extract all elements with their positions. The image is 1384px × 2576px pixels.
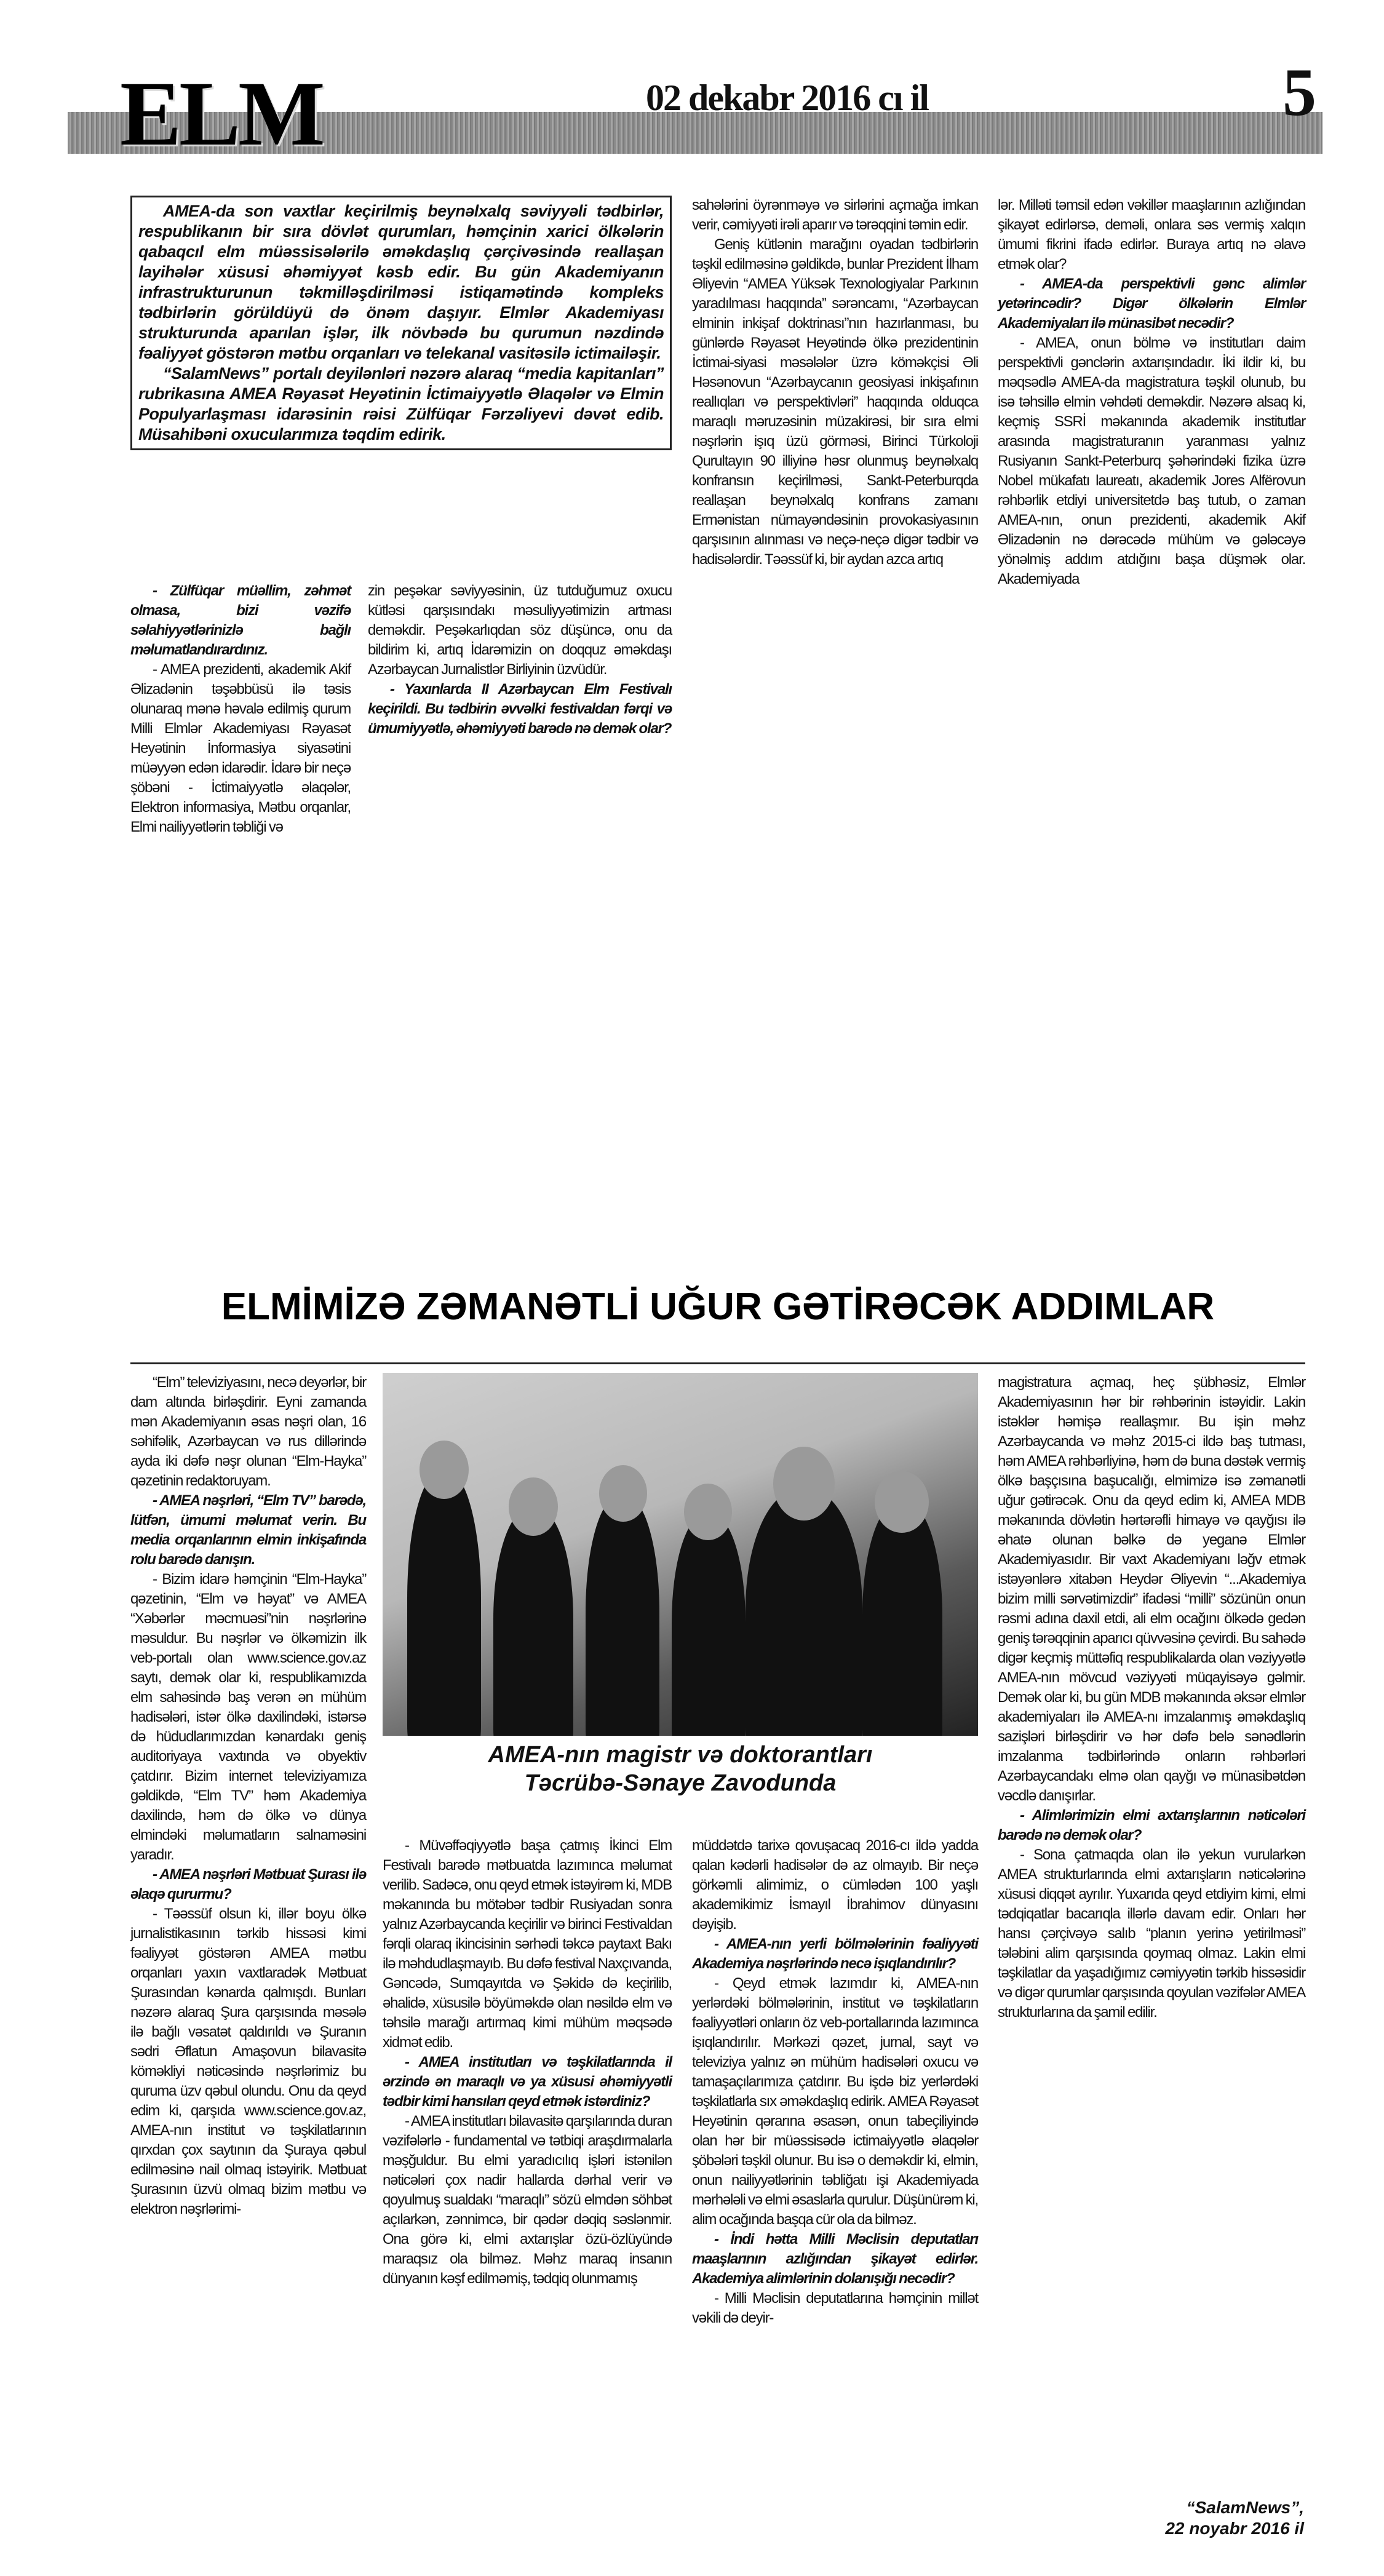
article-headline: ELMİMİZƏ ZƏMANƏTLİ UĞUR GƏTİRƏCƏK ADDIMLAR [221,1286,1215,1328]
article-paragraph: - AMEA institutları bilavasitə qarşılarında duran vəzifələrlə - fundamental və tətbiqi araşdırmalarla məşğuldur. Bu elmi yaradıcılıq işləri istənilən nəticələri çox nadir hallarda dərhal verir və qoyulmuş sualdakı “maraqlı” sözü elmdən söhbət açılarkən, zənnimcə, bir qədər dəqiq səslənmir. Ona görə ki, elmi axtarışlar özü-özlüyündə maraqsız ola bilməz. Məhz maraq insanın dünyanın kəşf edilməmiş, tədqiq olunmamış [383,2113,672,2287]
source-signature [1046,2497,1304,2539]
article-paragraph: - Bizim idarə həmçinin “Elm-Hayka” qəzetinin, “Elm və həyat” və AMEA “Xəbərlər məcmuəsi”nin nəşrlərinə məsuldur. Bu nəşrlər və ölkəmizin ilk veb-portalı olan www.science.gov.az saytı, demək olar ki, respublikamızda elm sahəsində baş verən ən mühüm hadisələri, istər ölkə daxilindəki, istərsə də hüdudlarımızdan kənardakı geniş auditoriyaya vaxtında və obyektiv çatdırır. Bizim internet televiziyamıza gəldikdə, “Elm TV” həm Akademiya daxilində, həm də ölkə və dünya elmindəki məlumatların salnaməsini yaradır. [130,1571,366,1863]
article-paragraph: sahələrini öyrənməyə və sirlərini açmağa imkan verir, cəmiyyəti irəli aparır və tərəqqini təmin edir. [692,197,978,233]
article-paragraph: - AMEA, onun bölmə və institutları daim perspektivli gənclərin axtarışındadır. İki ildir ki, bu məqsədlə AMEA-da magistratura təşkil olunub, bu isə təhsillə elmin vəhdəti deməkdir. Nəzərə alsaq ki, keçmiş SSRİ məkanında akademik institutlar arasında magistraturanın yaranması yalnız Rusiyanın Sankt-Peterburq şəhərindəki fizika üzrə Nobel mükafatı laureatı, akademik Jores Alfërovun rəhbərlik etdiyi universitetdə baş tutub, o zaman AMEA-nın, onun prezidenti, akademik Akif Əlizadənin nə dərəcədə mühüm və gələcəyə yönəlmiş addım atdığını başa düşmək olar. Akademiyada [998,335,1305,587]
column-bottom-4 [998,1373,1305,2022]
article-paragraph: lər. Milləti təmsil edən vəkillər maaşlarının azlığından şikayət edirlərsə, deməli, onlara səs vermiş xalqın ümumi fikrini ifadə edirlər. Buraya artıq nə əlavə etmək olar? [998,197,1305,272]
interview-question: - AMEA nəşrləri Mətbuat Şurası ilə əlaqə qururmu? [130,1866,366,1902]
column-top-4 [998,196,1305,589]
intro-paragraph: AMEA-da son vaxtlar keçirilmiş beynəlxalq səviyyəli tədbirlər, respublikanın bir sıra dövlət qurumları, həmçinin xarici ölkələrin qabaqcıl elm müəssisələrilə əməkdaşlıq çərçivəsində reallaşan layihələr xüsusi əhəmiyyət kəsb edir. Bu gün Akademiyanın infrastrukturunun təkmilləşdirilməsi istiqamətində kompleks tədbirlərin görüldüyü də önəm daşıyır. Elmlər Akademiyası strukturunda aparılan işlər, ilk növbədə bu qurumun nəzdində fəaliyyət göstərən mətbu orqanları və telekanal vasitəsilə ictimailəşir. [138,202,664,362]
article-paragraph: - AMEA prezidenti, akademik Akif Əlizadənin təşəbbüsü ilə təsis olunaraq mənə həvalə edilmiş qurum Milli Elmlər Akademiyası Rəyasət Heyətinin İnformasiya siyasətini müəyyən edən idarədir. İdarə bir neçə şöbəni - İctimaiyyətlə əlaqələr, Elektron informasiya, Mətbu orqanlar, Elmi nailiyyətlərin təbliği və [130,661,351,835]
signature-date: 22 noyabr 2016 il [1165,2519,1304,2538]
page-number: 5 [1283,55,1316,130]
article-paragraph: - Sona çatmaqda olan ilə yekun vurularkən AMEA strukturlarında elmi axtarışların nəticələrinə xüsusi diqqət ayrılır. Yuxarıda qeyd etdiyim kimi, elmi tədqiqatlar bacarıqla illərlə davam edir. Onları hər hansı çərçivəyə salıb “planın yerinə yetirilməsi” tələbini alim qarşısında qoymaq olmaz. Lakin elmi təşkilatlar da yaşadığımız cəmiyyətin tərkib hissəsidir və digər qurumlar qarşısında qoyulan vəzifələr AMEA strukturlarına da şamil edilir. [998,1847,1305,2021]
divider [130,1362,1305,1364]
article-paragraph: magistratura açmaq, heç şübhəsiz, Elmlər Akademiyasının hər bir rəhbərinin istəyidir. Lakin istəklər həmişə reallaşmır. Bu işin məhz Azərbaycanda və məhz 2015-ci ildə baş tutması, həm AMEA rəhbərliyinə, həm də buna dəstək vermiş ölkə başçısına başucalığı, elmimizə isə zəmanətli uğur gətirəcək. Onu da qeyd edim ki, AMEA MDB məkanında dövlətin hərtərəfli himayə və qayğısı ilə əhatə olunan bəlkə də yeganə Elmlər Akademiyasıdır. Bir vaxt Akademiyanı ləğv etmək istəyənlərə xitabən Heydər Əliyevin “...Akademiya bizim milli sərvətimizdir” ifadəsi “milli” sözünün onun rəsmi adına daxil etdi, ali elm ocağını ölkədə gedən geniş tərəqqinin aparıcı qüvvəsinə çevirdi. Bu sahədə digər keçmiş müttəfiq respublikalarda olan vəziyyətlə AMEA-nın mövcud vəziyyəti müqayisəyə gəlmir. Demək olar ki, bu gün MDB məkanında əksər elmlər akademiyaları ilə AMEA-nı imzalanmış əməkdaşlıq sazişləri birləşdirir və hər dəfə belə sənədlərin imzalanma tədbirlərində onların rəhbərləri Azərbaycandakı elmə olan qayğı və münasibətdən vəcdlə danışırlar. [998,1374,1305,1804]
column-bottom-2 [383,1836,672,2289]
newspaper-logo: ELM [120,63,323,165]
interview-question: - Zülfüqar müəllim, zəhmət olmasa, bizi vəzifə səlahiyyətlərinizlə bağlı məlumatlandırardınız. [130,582,351,658]
interview-question: - AMEA institutları və təşkilatlarında il ərzində ən maraqlı və ya xüsusi əhəmiyyətli tədbir kimi hansıları qeyd etmək istərdiniz? [383,2054,672,2110]
interview-question: - Yaxınlarda II Azərbaycan Elm Festivalı keçirildi. Bu tədbirin əvvəlki festivaldan fərqi və ümumiyyətlə, əhəmiyyəti barədə nə demək olar? [368,681,672,737]
interview-question: - AMEA nəşrləri, “Elm TV” barədə, lütfən, ümumi məlumat verin. Bu media orqanlarının elmin inkişafında rolu barədə danışın. [130,1492,366,1568]
column-top-1 [130,581,351,837]
column-bottom-1 [130,1373,366,2219]
caption-line: AMEA-nın magistr və doktorantları [488,1742,873,1768]
article-paragraph: - Təəssüf olsun ki, illər boyu ölkə jurnalistikasının tərkib hissəsi kimi fəaliyyət göstərən AMEA mətbu orqanları yaxın vaxtlaradək Mətbuat Şurasından kənarda qalmışdı. Bunları nəzərə alaraq Şura qarşısında məsələ ilə bağlı vəsatət qaldırıldı və Şuranın sədri Əflatun Amaşovun bilavasitə köməkliyi nəticəsində nəşrlərimiz bu quruma üzv qəbul olundu. Onu da qeyd edim ki, qarşıda www.science.gov.az, AMEA-nın institut və təşkilatlarının qırxdan çox saytının da Şuraya qəbul edilməsinə nail olmaq istəyirik. Mətbuat Şurasının üzvü olmaq bizim mətbu və elektron nəşrlərimi- [130,1906,366,2217]
photo-caption [383,1741,978,1797]
issue-date: 02 dekabr 2016 cı il [646,78,928,118]
interview-question: - AMEA-nın yerli bölmələrinin fəaliyyəti Akademiya nəşrlərində necə işıqlandırılır? [692,1936,978,1972]
article-paragraph: “Elm” televiziyasını, necə deyərlər, bir dam altında birləşdirir. Eyni zamanda mən Akademiyanın əsas nəşri olan, 16 səhifəlik, Azərbaycan və rus dillərində ayda iki dəfə nəşr olunan “Elm-Hayka” qəzetinin redaktoruyam. [130,1374,366,1489]
article-paragraph: zin peşəkar səviyyəsinin, üz tutduğumuz oxucu kütləsi qarşısındakı məsuliyyətimizin artması deməkdir. Peşəkarlıqdan söz düşüncə, onu da bildirim ki, artıq İdarəmizin on doqquz əməkdaşı Azərbaycan Jurnalistlər Birliyinin üzvüdür. [368,582,672,678]
intro-paragraph: “SalamNews” portalı deyilənləri nəzərə alaraq “media kapitanları” rubrikasına AMEA Rəyasət Heyətinin İctimaiyyətlə Əlaqələr və Elmin Populyarlaşması idarəsinin rəisi Zülfüqar Fərzəliyevi dəvət edib. Müsahibəni oxucularımıza təqdim edirik. [138,364,664,443]
interview-question: - İndi hətta Milli Məclisin deputatları maaşlarının azlığından şikayət edirlər. Akademiya alimlərinin dolanışığı necədir? [692,2231,978,2287]
article-paragraph: - Müvəffəqiyyətlə başa çatmış İkinci Elm Festivalı barədə mətbuatda lazımınca məlumat verilib. Sadəcə, onu qeyd etmək istəyirəm ki, MDB məkanında bu mötəbər tədbir Rusiyadan sonra yalnız Azərbaycanda keçirilir və birinci Festivaldan fərqli olaraq ikincisinin sərhədi təkcə paytaxt Bakı ilə məhdudlaşmayıb. Bu dəfə festival Naxçıvanda, Gəncədə, Sumqayıtda və Şəkidə də keçirilib, əhalidə, xüsusilə böyüməkdə olan nəsildə elm və təhsilə marağı artırmaq kimi mühüm məqsədə xidmət edib. [383,1837,672,2051]
column-bottom-3 [692,1836,978,2328]
caption-line: Təcrübə-Sənaye Zavodunda [524,1770,837,1796]
photo-students [383,1373,978,1736]
column-top-3 [692,196,978,570]
interview-question: - Alimlərimizin elmi axtarışlarının nəticələri barədə nə demək olar? [998,1807,1305,1843]
article-paragraph: müddətdə tarixə qovuşacaq 2016-cı ildə yadda qalan kədərli hadisələr də az olmayıb. Bir neçə görkəmli alimimiz, o cümlədən 100 yaşlı akademikimiz İsmayıl İbrahimov dünyasını dəyişib. [692,1837,978,1933]
signature-source: “SalamNews”, [1186,2498,1304,2517]
article-paragraph: - Qeyd etmək lazımdır ki, AMEA-nın yerlərdəki bölmələrinin, institut və təşkilatların fəaliyyətləri onların öz veb-portallarında lazımınca işıqlandırılır. Mərkəzi qəzet, jurnal, sayt və televiziya yalnız ən mühüm hadisələri oxucu və tamaşaçılarımıza çatdırır. Bu işdə biz yerlərdəki təşkilatlarla sıx əməkdaşlıq edirik. AMEA Rəyasət Heyətinin qərarına əsasən, onun tabeçiliyində olan hər bir müəssisədə ictimaiyyətlə əlaqələr şöbələri təşkil olunur. Bu isə o deməkdir ki, elmin, onun nailiyyətlərinin təbliğatı işi Akademiyada mərhələli və elmi əsaslarla qurulur. Düşünürəm ki, alim ocağında başqa cür ola da bilməz. [692,1975,978,2228]
column-top-2 [368,581,672,739]
interview-question: - AMEA-da perspektivli gənc alimlər yetərincədir? Digər ölkələrin Elmlər Akademiyaları ilə münasibət necədir? [998,276,1305,332]
article-paragraph: - Milli Məclisin deputatlarına həmçinin millət vəkili də deyir- [692,2290,978,2326]
intro-box [130,196,672,450]
article-paragraph: Geniş kütlənin marağını oyadan tədbirlərin təşkil edilməsinə gəldikdə, bunlar Prezident İlham Əliyevin “AMEA Yüksək Texnologiyalar Parkının yaradılması haqqında” sərəncamı, “Azərbaycan elminin inkişaf doktrinası”nın hazırlanması, bu günlərdə Rəyasət Heyətində ölkə prezidentinin İctimai-siyasi məsələlər üzrə köməkçisi Əli Həsənovun “Azərbaycanın geosiyasi inkişafının reallıqları və perspektivləri” haqqında olduqca maraqlı məruzəsinin müzakirəsi, bir sıra elmi nəşrlərin işıq üzü görməsi, Birinci Türkoloji Qurultayın 90 illiyinə həsr olunmuş beynəlxalq konfransın keçirilməsi, Sankt-Peterburqda reallaşan beynəlxalq konfrans zamanı Ermənistan nümayəndəsinin provokasiyasının qarşısının alınması və neçə-neçə digər tədbir və hadisələrdir. Təəssüf ki, bir aydan azca artıq [692,236,978,568]
